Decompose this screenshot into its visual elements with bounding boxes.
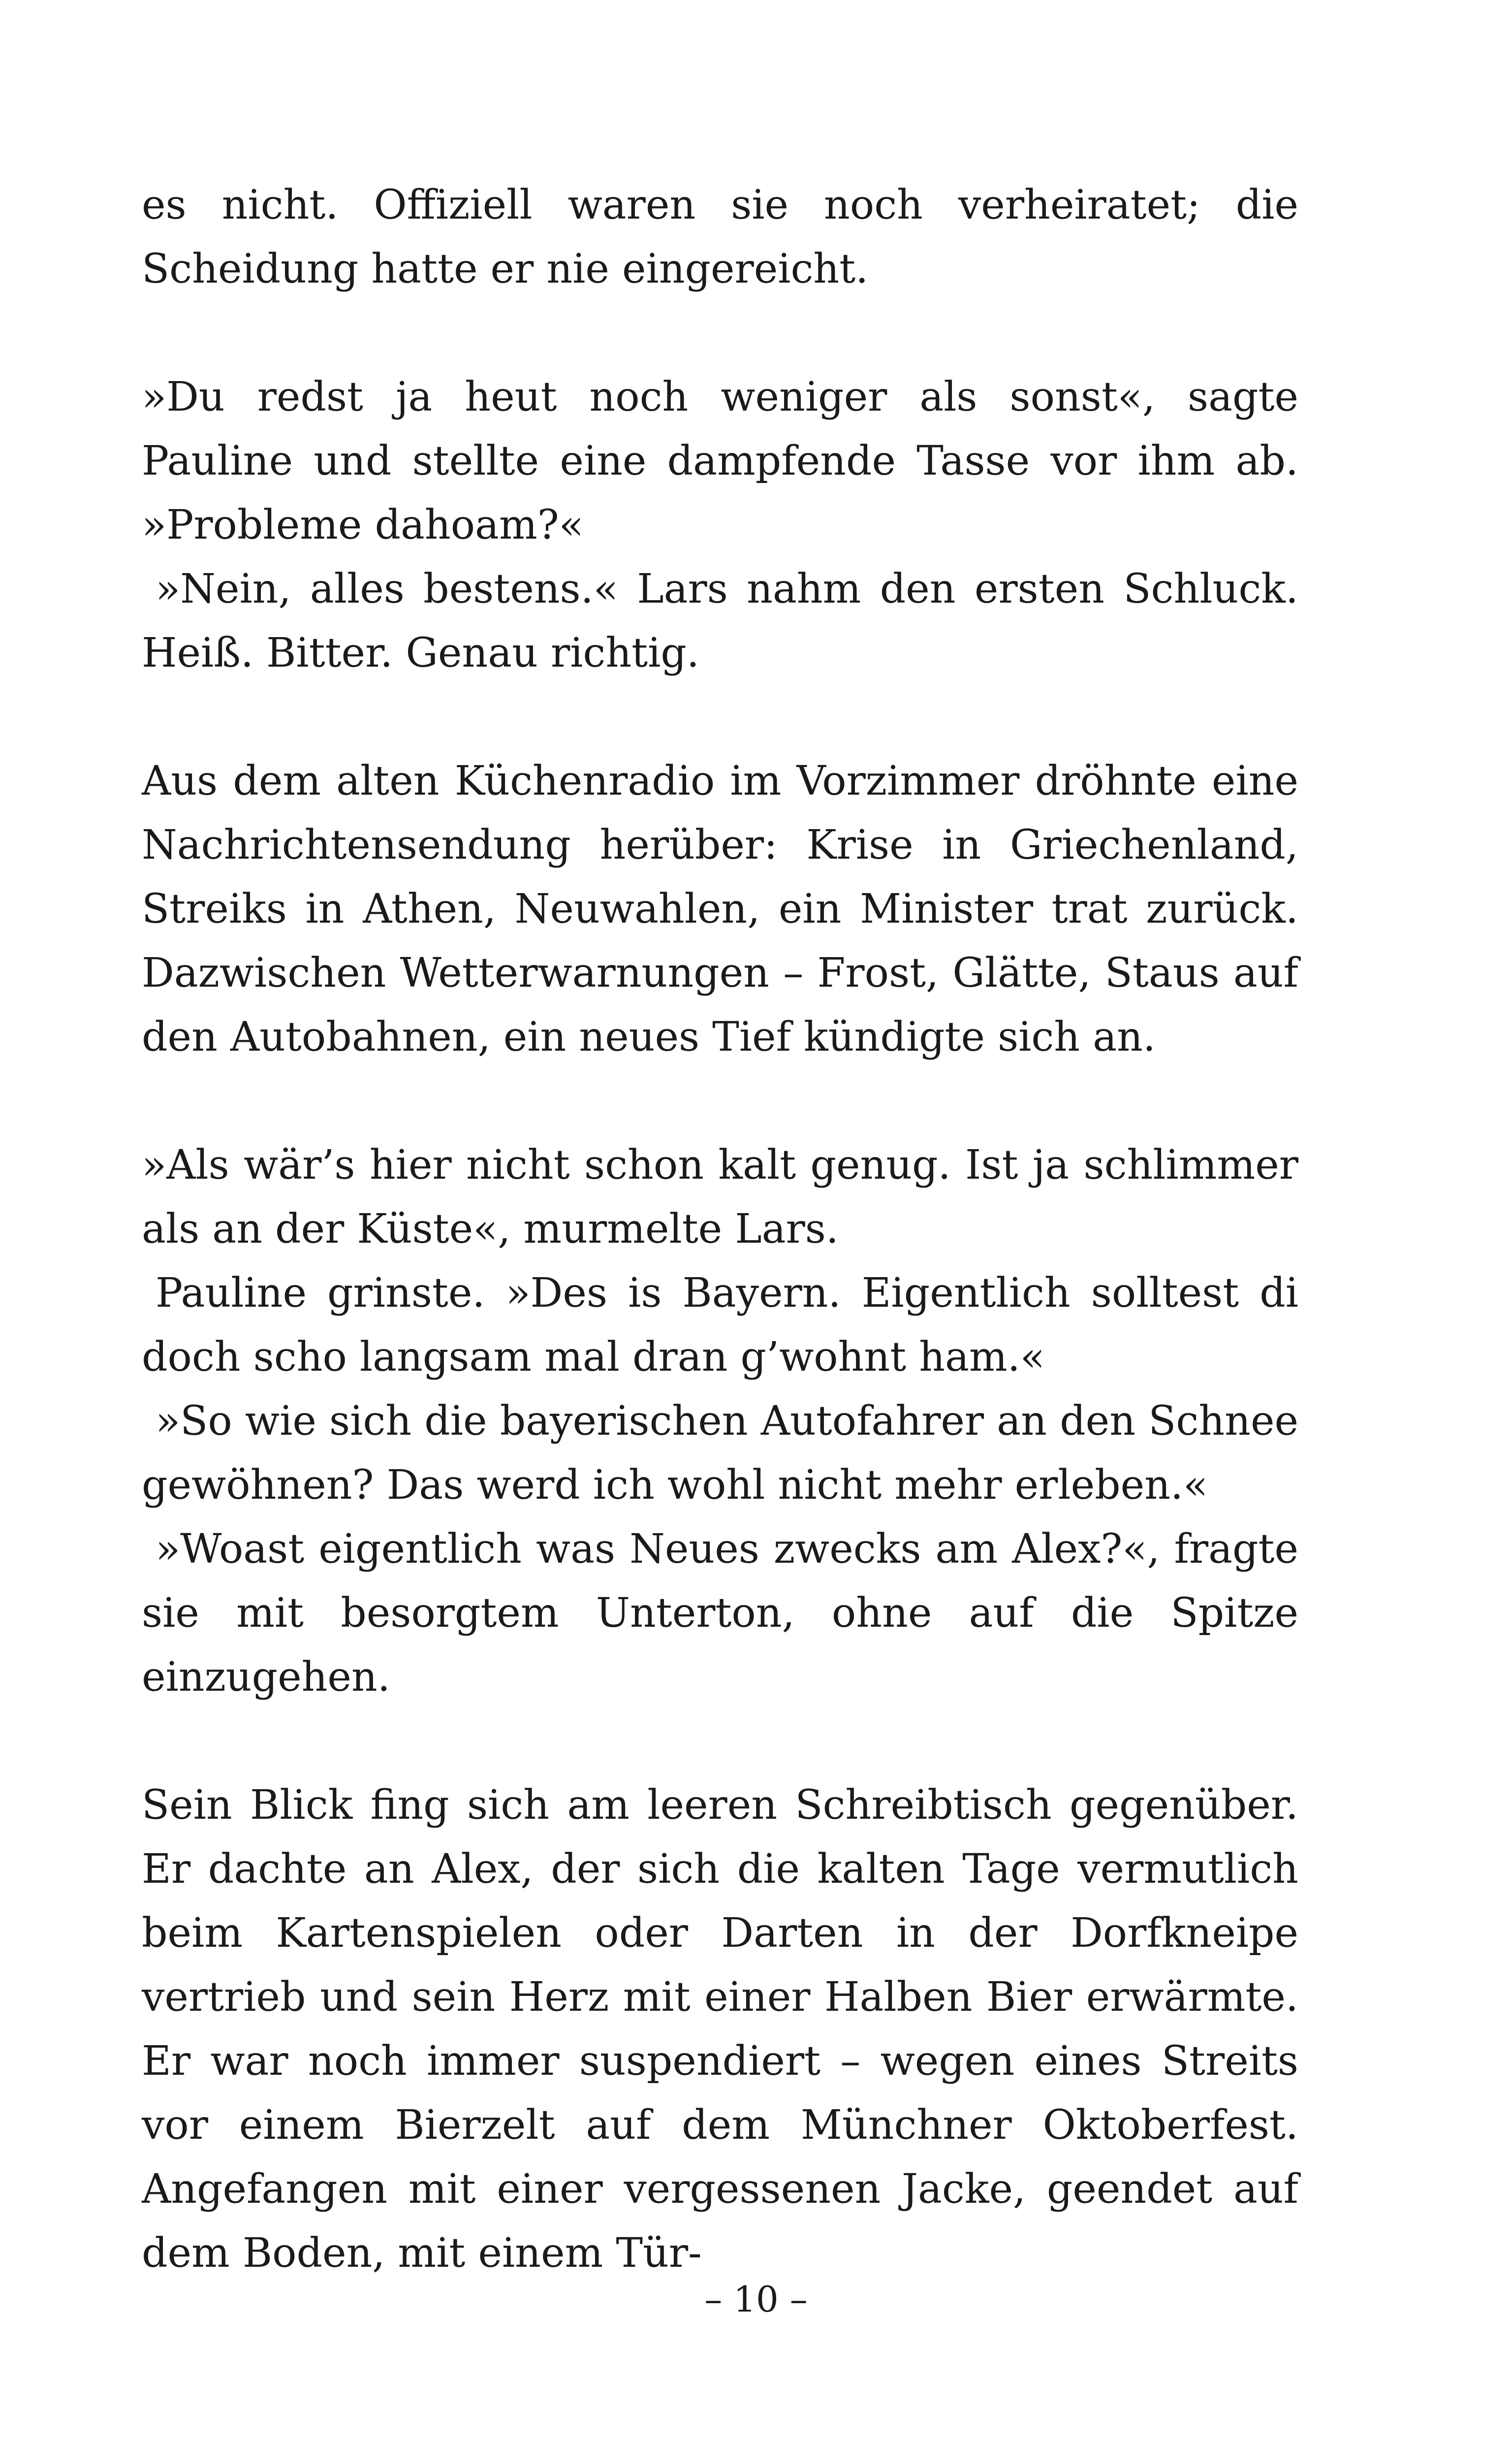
paragraph-8: »Woast eigentlich was Neues zwecks am Alex?«, fragte sie mit besorgtem Unterton, ohne auf die Spitze einzugehen. (142, 1526, 1298, 1701)
page-number: – 10 – (704, 2279, 808, 2320)
paragraph-3: »Nein, alles bestens.« Lars nahm den ersten Schluck. Heiß. Bitter. Genau richtig. (142, 566, 1298, 676)
paragraph-9: Sein Blick fing sich am leeren Schreibtisch gegenüber. Er dachte an Alex, der sich die kalten Tage vermutlich beim Kartenspielen oder Darten in der Dorfkneipe vertrieb und sein Herz mit einer Halben Bier erwärmte. Er war noch immer suspendiert – wegen eines Streits vor einem Bierzelt auf dem Münchner Oktoberfest. Angefangen mit einer vergessenen Jacke, geendet auf dem Boden, mit einem Tür- (142, 1782, 1298, 2277)
paragraph-2: »Du redst ja heut noch weniger als sonst«, sagte Pauline und stellte eine dampfende Tasse vor ihm ab. »Probleme dahoam?« (142, 374, 1298, 548)
paragraph-5: »Als wär’s hier nicht schon kalt genug. Ist ja schlimmer als an der Küste«, murmelte Lars. (142, 1142, 1298, 1253)
paragraph-6: Pauline grinste. »Des is Bayern. Eigentlich solltest di doch scho langsam mal dran g’wohnt ham.« (142, 1270, 1298, 1381)
paragraph-4: Aus dem alten Küchenradio im Vorzimmer dröhnte eine Nachrichtensendung herüber: Krise in Griechenland, Streiks in Athen, Neuwahlen, ein Minister trat zurück. Dazwischen Wetterwarnungen – Frost, Glätte, Staus auf den Autobahnen, ein neues Tief kündigte sich an. (142, 758, 1298, 1061)
paragraph-7: »So wie sich die bayerischen Autofahrer an den Schnee gewöhnen? Das werd ich wohl nicht mehr erleben.« (142, 1398, 1298, 1509)
paragraph-1: es nicht. Offiziell waren sie noch verheiratet; die Scheidung hatte er nie eingereicht. (142, 182, 1298, 292)
body-text (142, 173, 1298, 2285)
